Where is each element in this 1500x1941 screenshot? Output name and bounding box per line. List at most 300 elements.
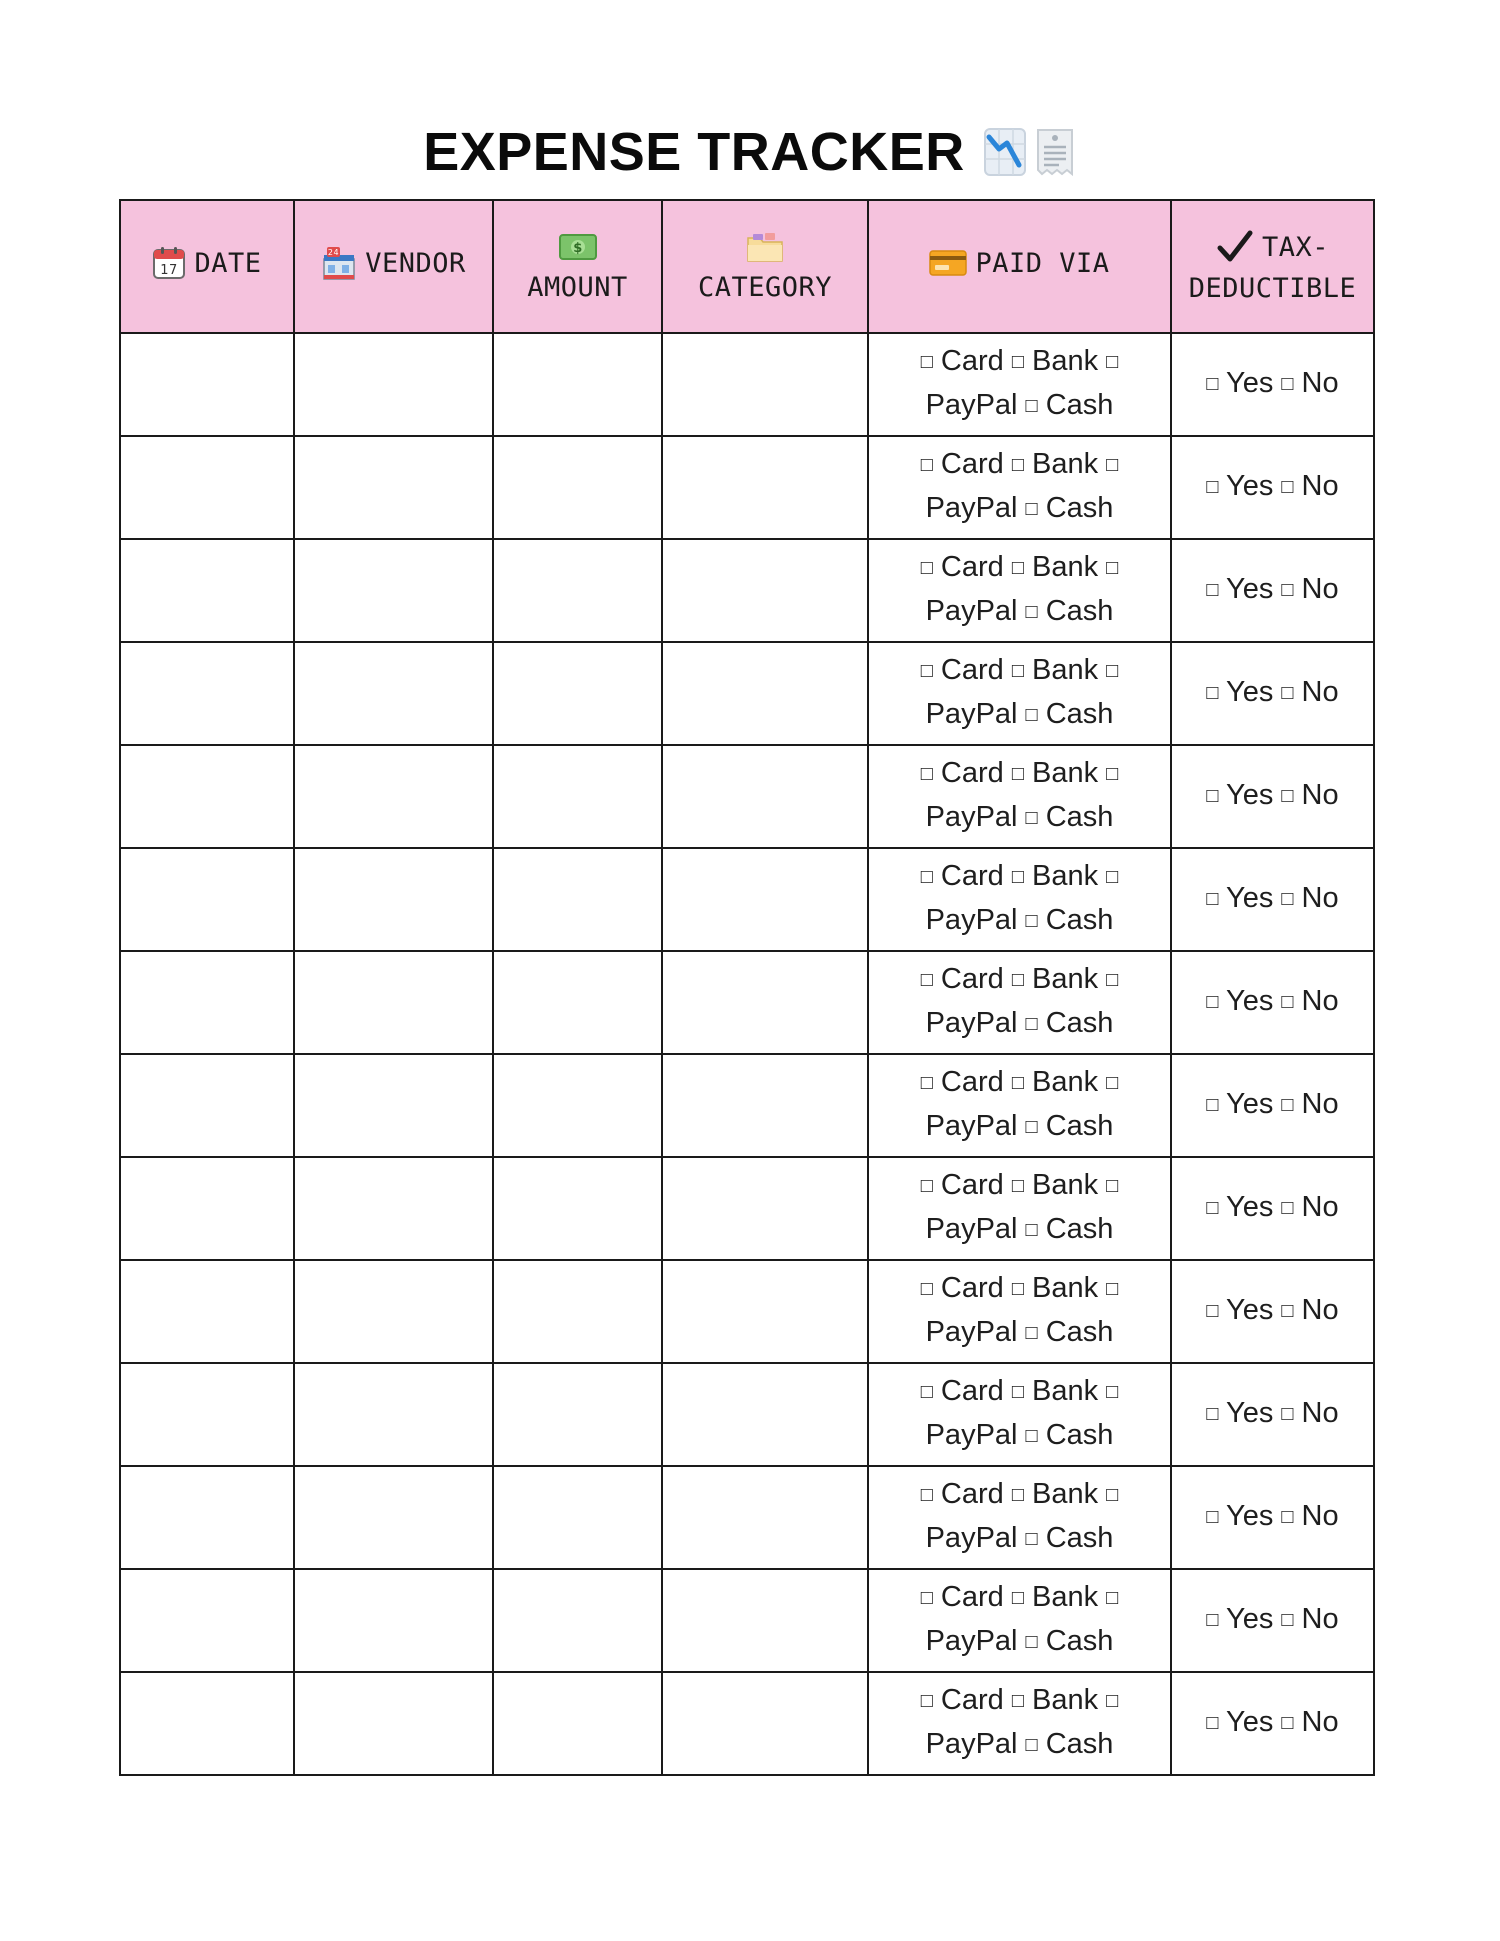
- paid-via-option[interactable]: [1012, 1272, 1098, 1304]
- option-label: PayPal: [925, 903, 1018, 936]
- chart-decreasing-icon: [983, 127, 1027, 177]
- option-label: No: [1301, 675, 1339, 708]
- checkbox[interactable]: □: [1025, 806, 1038, 829]
- vendor-cell[interactable]: [294, 436, 493, 539]
- option-label: Card: [940, 344, 1004, 377]
- checkbox[interactable]: □: [1281, 1505, 1294, 1528]
- option-label: Card: [940, 859, 1004, 892]
- date-cell[interactable]: [120, 1054, 294, 1157]
- checkbox[interactable]: □: [1011, 350, 1024, 373]
- tax-option[interactable]: [1281, 573, 1338, 605]
- date-cell[interactable]: [120, 539, 294, 642]
- checkbox[interactable]: □: [1206, 1093, 1219, 1116]
- paid-via-cell: [868, 1054, 1171, 1157]
- vendor-cell[interactable]: [294, 1054, 493, 1157]
- amount-cell[interactable]: [493, 1672, 662, 1775]
- tax-option[interactable]: [1281, 1191, 1338, 1223]
- tax-option[interactable]: [1206, 985, 1273, 1017]
- paid-via-option[interactable]: [921, 1684, 1004, 1716]
- option-label: Bank: [1031, 550, 1099, 583]
- category-cell[interactable]: [662, 745, 868, 848]
- checkbox[interactable]: □: [1281, 1196, 1294, 1219]
- credit-card-icon: [929, 248, 967, 278]
- checkbox[interactable]: □: [1106, 762, 1119, 785]
- page-title: EXPENSE TRACKER: [423, 122, 965, 182]
- option-label: No: [1301, 778, 1339, 811]
- paid-via-option[interactable]: [1012, 448, 1098, 480]
- tax-option[interactable]: [1206, 1294, 1273, 1326]
- option-label: Bank: [1031, 1168, 1099, 1201]
- table-row: [120, 1054, 1374, 1157]
- tax-option[interactable]: [1206, 1397, 1273, 1429]
- amount-cell[interactable]: [493, 436, 662, 539]
- option-label: Yes: [1226, 572, 1274, 605]
- paid-via-option[interactable]: [921, 551, 1004, 583]
- checkbox[interactable]: □: [1011, 1071, 1024, 1094]
- tax-option[interactable]: [1281, 676, 1338, 708]
- checkbox[interactable]: □: [1106, 1689, 1119, 1712]
- paid-via-option[interactable]: [1026, 389, 1114, 421]
- paid-via-option[interactable]: [1012, 757, 1098, 789]
- tax-option[interactable]: [1281, 1706, 1338, 1738]
- paid-via-option[interactable]: [1012, 1684, 1098, 1716]
- vendor-cell[interactable]: [294, 642, 493, 745]
- checkbox[interactable]: □: [1281, 990, 1294, 1013]
- amount-cell[interactable]: [493, 1466, 662, 1569]
- option-label: Bank: [1031, 1477, 1099, 1510]
- checkbox[interactable]: □: [1281, 1711, 1294, 1734]
- checkbox[interactable]: □: [1106, 1071, 1119, 1094]
- tax-option[interactable]: [1206, 367, 1273, 399]
- vendor-cell[interactable]: [294, 745, 493, 848]
- tax-option[interactable]: [1206, 1500, 1273, 1532]
- checkbox[interactable]: □: [1281, 681, 1294, 704]
- option-label: Yes: [1226, 366, 1274, 399]
- amount-cell[interactable]: [493, 1157, 662, 1260]
- amount-cell[interactable]: [493, 1363, 662, 1466]
- date-cell[interactable]: [120, 1466, 294, 1569]
- checkbox[interactable]: □: [920, 1689, 933, 1712]
- vendor-cell[interactable]: [294, 539, 493, 642]
- checkbox[interactable]: □: [1025, 1321, 1038, 1344]
- checkbox[interactable]: □: [1025, 1733, 1038, 1756]
- checkbox[interactable]: □: [1281, 1608, 1294, 1631]
- checkbox[interactable]: □: [1281, 1402, 1294, 1425]
- option-label: Bank: [1031, 1580, 1099, 1613]
- paid-via-cell: [868, 436, 1171, 539]
- date-cell[interactable]: [120, 745, 294, 848]
- paid-via-cell: [868, 1157, 1171, 1260]
- checkbox[interactable]: □: [920, 1483, 933, 1506]
- vendor-cell[interactable]: [294, 1569, 493, 1672]
- option-label: Card: [940, 653, 1004, 686]
- paid-via-option[interactable]: [1026, 1316, 1114, 1348]
- tax-deductible-cell: [1171, 1569, 1374, 1672]
- vendor-cell[interactable]: [294, 1466, 493, 1569]
- amount-cell[interactable]: [493, 745, 662, 848]
- amount-cell[interactable]: [493, 848, 662, 951]
- paid-via-cell: [868, 642, 1171, 745]
- amount-cell[interactable]: [493, 951, 662, 1054]
- option-label: Yes: [1226, 1396, 1274, 1429]
- tax-option[interactable]: [1281, 985, 1338, 1017]
- checkbox[interactable]: □: [1106, 556, 1119, 579]
- checkbox[interactable]: □: [920, 556, 933, 579]
- option-label: Bank: [1031, 1374, 1099, 1407]
- option-label: PayPal: [925, 1006, 1018, 1039]
- checkbox[interactable]: □: [920, 968, 933, 991]
- paid-via-option[interactable]: [1026, 1728, 1114, 1760]
- checkbox[interactable]: □: [1011, 1586, 1024, 1609]
- date-cell[interactable]: [120, 1157, 294, 1260]
- tax-option[interactable]: [1206, 882, 1273, 914]
- header-tax-label-line1: TAX-: [1261, 231, 1330, 263]
- checkbox[interactable]: □: [1206, 784, 1219, 807]
- checkbox[interactable]: □: [1011, 865, 1024, 888]
- option-label: PayPal: [925, 800, 1018, 833]
- paid-via-option[interactable]: [921, 345, 1004, 377]
- tax-option[interactable]: [1281, 1088, 1338, 1120]
- tax-option[interactable]: [1206, 779, 1273, 811]
- tax-option[interactable]: [1206, 1088, 1273, 1120]
- tax-deductible-cell: [1171, 333, 1374, 436]
- checkbox[interactable]: □: [1025, 1630, 1038, 1653]
- amount-cell[interactable]: [493, 539, 662, 642]
- checkbox[interactable]: □: [1011, 1380, 1024, 1403]
- checkbox[interactable]: □: [1011, 556, 1024, 579]
- date-cell[interactable]: [120, 333, 294, 436]
- tax-option[interactable]: [1281, 470, 1338, 502]
- checkbox[interactable]: □: [1025, 1527, 1038, 1550]
- tax-deductible-cell: [1171, 745, 1374, 848]
- tax-option[interactable]: [1281, 1603, 1338, 1635]
- checkbox[interactable]: □: [920, 1277, 933, 1300]
- option-label: PayPal: [925, 1109, 1018, 1142]
- paid-via-option[interactable]: [1026, 1625, 1114, 1657]
- category-cell[interactable]: [662, 642, 868, 745]
- checkbox[interactable]: □: [1206, 1505, 1219, 1528]
- paid-via-option[interactable]: [1026, 698, 1114, 730]
- paid-via-cell: [868, 1363, 1171, 1466]
- checkbox[interactable]: □: [1206, 578, 1219, 601]
- option-label: No: [1301, 1190, 1339, 1223]
- category-cell[interactable]: [662, 951, 868, 1054]
- paid-via-option[interactable]: [1026, 1522, 1114, 1554]
- table-row: [120, 1569, 1374, 1672]
- category-cell[interactable]: [662, 848, 868, 951]
- option-label: Bank: [1031, 859, 1099, 892]
- paid-via-option[interactable]: [1026, 904, 1114, 936]
- tax-deductible-cell: [1171, 436, 1374, 539]
- checkbox[interactable]: □: [1281, 372, 1294, 395]
- checkbox[interactable]: □: [1206, 681, 1219, 704]
- paid-via-option[interactable]: [1012, 963, 1098, 995]
- paid-via-option[interactable]: [921, 448, 1004, 480]
- checkbox[interactable]: □: [1106, 1586, 1119, 1609]
- checkbox[interactable]: □: [920, 453, 933, 476]
- option-label: Card: [940, 1271, 1004, 1304]
- table-row: [120, 1260, 1374, 1363]
- checkbox[interactable]: □: [920, 762, 933, 785]
- paid-via-option[interactable]: [921, 963, 1004, 995]
- tax-deductible-cell: [1171, 1054, 1374, 1157]
- paid-via-option[interactable]: [1026, 492, 1114, 524]
- table-row: [120, 745, 1374, 848]
- option-label: Bank: [1031, 653, 1099, 686]
- checkbox[interactable]: □: [1025, 1115, 1038, 1138]
- category-cell[interactable]: [662, 539, 868, 642]
- checkbox[interactable]: □: [920, 865, 933, 888]
- paid-via-cell: [868, 1466, 1171, 1569]
- amount-cell[interactable]: [493, 642, 662, 745]
- option-label: Yes: [1226, 1705, 1274, 1738]
- checkbox[interactable]: □: [1281, 887, 1294, 910]
- header-amount-label: AMOUNT: [527, 272, 628, 303]
- svg-text:24: 24: [328, 248, 340, 257]
- option-label: Cash: [1045, 594, 1114, 627]
- checkbox[interactable]: □: [1106, 1380, 1119, 1403]
- tax-deductible-cell: [1171, 1260, 1374, 1363]
- option-label: Cash: [1045, 1727, 1114, 1760]
- date-cell[interactable]: [120, 951, 294, 1054]
- option-label: Card: [940, 756, 1004, 789]
- option-label: Bank: [1031, 1065, 1099, 1098]
- tax-option[interactable]: [1206, 1603, 1273, 1635]
- checkbox[interactable]: □: [1106, 865, 1119, 888]
- table-row: [120, 333, 1374, 436]
- option-label: Yes: [1226, 1602, 1274, 1635]
- amount-cell[interactable]: [493, 1569, 662, 1672]
- checkbox[interactable]: □: [920, 1586, 933, 1609]
- checkbox[interactable]: □: [1025, 600, 1038, 623]
- table-row: [120, 436, 1374, 539]
- checkbox[interactable]: □: [1106, 453, 1119, 476]
- checkbox[interactable]: □: [1206, 990, 1219, 1013]
- paid-via-option[interactable]: [921, 1375, 1004, 1407]
- checkbox[interactable]: □: [1011, 1483, 1024, 1506]
- checkbox[interactable]: □: [1025, 703, 1038, 726]
- paid-via-option[interactable]: [1026, 1110, 1114, 1142]
- option-label: Cash: [1045, 388, 1114, 421]
- table-row: [120, 642, 1374, 745]
- tax-option[interactable]: [1281, 367, 1338, 399]
- amount-cell[interactable]: [493, 1260, 662, 1363]
- paid-via-option[interactable]: [1012, 551, 1098, 583]
- tax-option[interactable]: [1281, 779, 1338, 811]
- checkbox[interactable]: □: [1206, 1608, 1219, 1631]
- option-label: No: [1301, 572, 1339, 605]
- category-cell[interactable]: [662, 1157, 868, 1260]
- page-header: [0, 112, 1500, 192]
- checkbox[interactable]: □: [1011, 762, 1024, 785]
- option-label: Yes: [1226, 469, 1274, 502]
- date-cell[interactable]: [120, 848, 294, 951]
- paid-via-option[interactable]: [921, 654, 1004, 686]
- checkbox[interactable]: □: [920, 1071, 933, 1094]
- amount-cell[interactable]: [493, 333, 662, 436]
- option-label: No: [1301, 1396, 1339, 1429]
- checkbox[interactable]: □: [920, 1380, 933, 1403]
- paid-via-option[interactable]: [1012, 1581, 1098, 1613]
- checkbox[interactable]: □: [1206, 887, 1219, 910]
- checkbox[interactable]: □: [1106, 350, 1119, 373]
- date-cell[interactable]: [120, 436, 294, 539]
- checkbox[interactable]: □: [1025, 909, 1038, 932]
- option-label: Yes: [1226, 984, 1274, 1017]
- option-label: Cash: [1045, 697, 1114, 730]
- checkbox[interactable]: □: [1281, 784, 1294, 807]
- checkbox[interactable]: □: [1011, 453, 1024, 476]
- paid-via-option[interactable]: [921, 757, 1004, 789]
- checkbox[interactable]: □: [1025, 394, 1038, 417]
- amount-cell[interactable]: [493, 1054, 662, 1157]
- checkbox[interactable]: □: [1281, 1093, 1294, 1116]
- vendor-cell[interactable]: [294, 1672, 493, 1775]
- option-label: Bank: [1031, 447, 1099, 480]
- vendor-cell[interactable]: [294, 333, 493, 436]
- option-label: Cash: [1045, 903, 1114, 936]
- option-label: Cash: [1045, 800, 1114, 833]
- date-cell[interactable]: [120, 642, 294, 745]
- paid-via-option[interactable]: [1026, 1213, 1114, 1245]
- tax-deductible-cell: [1171, 1363, 1374, 1466]
- paid-via-option[interactable]: [1012, 860, 1098, 892]
- checkbox[interactable]: □: [1206, 372, 1219, 395]
- tax-option[interactable]: [1206, 1191, 1273, 1223]
- paid-via-option[interactable]: [1012, 345, 1098, 377]
- tax-option[interactable]: [1206, 1706, 1273, 1738]
- table-row: [120, 951, 1374, 1054]
- paid-via-option[interactable]: [921, 1581, 1004, 1613]
- option-label: Card: [940, 962, 1004, 995]
- option-label: Bank: [1031, 1271, 1099, 1304]
- checkbox[interactable]: □: [1011, 968, 1024, 991]
- option-label: Bank: [1031, 344, 1099, 377]
- checkbox[interactable]: □: [1025, 497, 1038, 520]
- option-label: Yes: [1226, 778, 1274, 811]
- paid-via-cell: [868, 333, 1171, 436]
- option-label: No: [1301, 1087, 1339, 1120]
- paid-via-option[interactable]: [921, 1478, 1004, 1510]
- header-tax-deductible: [1171, 200, 1374, 333]
- category-cell[interactable]: [662, 1260, 868, 1363]
- checkbox[interactable]: □: [1206, 1402, 1219, 1425]
- checkbox[interactable]: □: [920, 659, 933, 682]
- checkbox[interactable]: □: [1281, 578, 1294, 601]
- paid-via-option[interactable]: [1026, 801, 1114, 833]
- paid-via-option[interactable]: [1026, 595, 1114, 627]
- category-cell[interactable]: [662, 1672, 868, 1775]
- checkbox[interactable]: □: [1106, 968, 1119, 991]
- option-label: PayPal: [925, 491, 1018, 524]
- checkbox[interactable]: □: [1281, 1299, 1294, 1322]
- checkbox[interactable]: □: [1106, 1277, 1119, 1300]
- date-cell[interactable]: [120, 1672, 294, 1775]
- checkbox[interactable]: □: [1025, 1424, 1038, 1447]
- option-label: PayPal: [925, 1624, 1018, 1657]
- checkbox[interactable]: □: [1025, 1218, 1038, 1241]
- tax-option[interactable]: [1281, 1500, 1338, 1532]
- option-label: Card: [940, 1580, 1004, 1613]
- table-body: [120, 333, 1374, 1775]
- date-cell[interactable]: [120, 1363, 294, 1466]
- tax-option[interactable]: [1281, 882, 1338, 914]
- paid-via-option[interactable]: [1012, 1375, 1098, 1407]
- option-label: Yes: [1226, 881, 1274, 914]
- option-label: Yes: [1226, 1293, 1274, 1326]
- category-cell[interactable]: [662, 1569, 868, 1672]
- paid-via-cell: [868, 848, 1171, 951]
- checkbox[interactable]: □: [920, 1174, 933, 1197]
- category-cell[interactable]: [662, 1466, 868, 1569]
- paid-via-option[interactable]: [1012, 1066, 1098, 1098]
- checkbox[interactable]: □: [1011, 1277, 1024, 1300]
- checkbox[interactable]: □: [920, 350, 933, 373]
- paid-via-option[interactable]: [1012, 654, 1098, 686]
- paid-via-option[interactable]: [921, 1169, 1004, 1201]
- option-label: PayPal: [925, 1418, 1018, 1451]
- calendar-icon: [152, 246, 186, 280]
- vendor-cell[interactable]: [294, 1363, 493, 1466]
- paid-via-option[interactable]: [1012, 1169, 1098, 1201]
- checkbox[interactable]: □: [1206, 1299, 1219, 1322]
- paid-via-option[interactable]: [921, 1272, 1004, 1304]
- tax-option[interactable]: [1206, 573, 1273, 605]
- checkbox[interactable]: □: [1206, 1196, 1219, 1219]
- checkbox[interactable]: □: [1106, 1483, 1119, 1506]
- vendor-cell[interactable]: [294, 848, 493, 951]
- checkbox[interactable]: □: [1011, 1174, 1024, 1197]
- category-cell[interactable]: [662, 1363, 868, 1466]
- vendor-cell[interactable]: [294, 1157, 493, 1260]
- receipt-icon: [1033, 127, 1077, 177]
- tax-option[interactable]: [1281, 1294, 1338, 1326]
- table-row: [120, 1672, 1374, 1775]
- tax-deductible-cell: [1171, 642, 1374, 745]
- paid-via-option[interactable]: [1026, 1419, 1114, 1451]
- tax-option[interactable]: [1206, 676, 1273, 708]
- checkbox[interactable]: □: [1011, 659, 1024, 682]
- date-cell[interactable]: [120, 1569, 294, 1672]
- option-label: PayPal: [925, 1315, 1018, 1348]
- paid-via-option[interactable]: [1026, 1007, 1114, 1039]
- tax-option[interactable]: [1206, 470, 1273, 502]
- category-cell[interactable]: [662, 1054, 868, 1157]
- paid-via-option[interactable]: [921, 860, 1004, 892]
- header-date: [120, 200, 294, 333]
- option-label: Card: [940, 1683, 1004, 1716]
- paid-via-option[interactable]: [921, 1066, 1004, 1098]
- checkbox[interactable]: □: [1206, 1711, 1219, 1734]
- checkbox[interactable]: □: [1106, 659, 1119, 682]
- tax-option[interactable]: [1281, 1397, 1338, 1429]
- checkbox[interactable]: □: [1206, 475, 1219, 498]
- checkbox[interactable]: □: [1011, 1689, 1024, 1712]
- paid-via-option[interactable]: [1012, 1478, 1098, 1510]
- table-row: [120, 1466, 1374, 1569]
- option-label: Cash: [1045, 1418, 1114, 1451]
- checkbox[interactable]: □: [1106, 1174, 1119, 1197]
- vendor-cell[interactable]: [294, 1260, 493, 1363]
- checkbox[interactable]: □: [1281, 475, 1294, 498]
- category-cell[interactable]: [662, 333, 868, 436]
- category-cell[interactable]: [662, 436, 868, 539]
- checkbox[interactable]: □: [1025, 1012, 1038, 1035]
- date-cell[interactable]: [120, 1260, 294, 1363]
- option-label: PayPal: [925, 594, 1018, 627]
- vendor-cell[interactable]: [294, 951, 493, 1054]
- svg-text:$: $: [572, 241, 583, 256]
